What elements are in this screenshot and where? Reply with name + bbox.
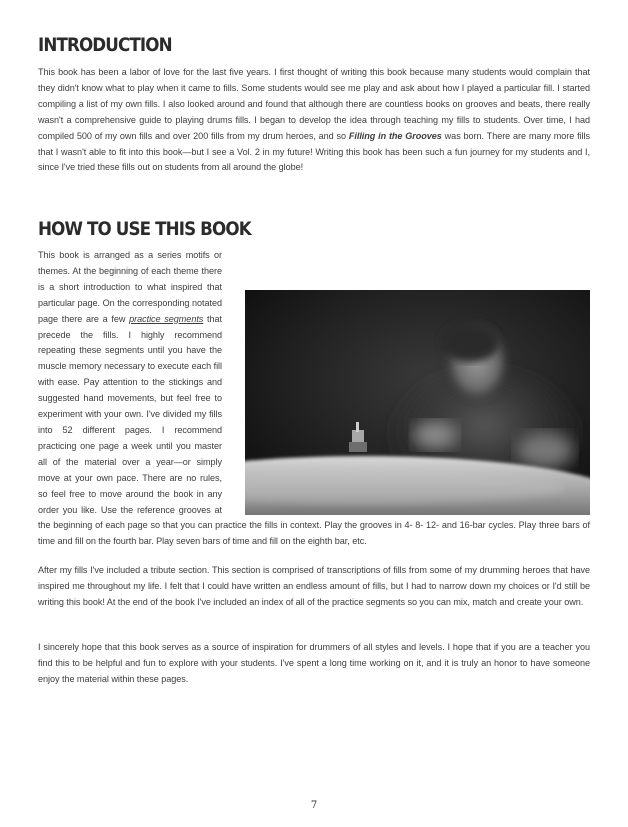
page-number: 7 bbox=[310, 800, 318, 811]
practice-segments-term: practice segments bbox=[129, 313, 204, 324]
introduction-heading: INTRODUCTION bbox=[38, 34, 172, 56]
closing-paragraph: I sincerely hope that this book serves as a source of inspiration for drummers of all styles and levels. I hope that if you are a teacher you find this to be helpful and fun to explore with your students. I've spent a long time working on it, and it is truly an honor to have someone enjoy the material within these pages. bbox=[38, 642, 590, 684]
drummer-photo-image bbox=[245, 290, 590, 515]
book-title: Filling in the Grooves bbox=[348, 130, 442, 141]
drummer-photo bbox=[245, 290, 590, 515]
introduction-text-part-1: This book has been a labor of love for the last five years. I first thought of writing this book because many students would complain that they didn't know what to play when it came to fills. Some students would see me play and ask about how I played a particular fill. I started compiling a list of my own fills. I also looked around and found that although there are countless books on grooves and beats, there really wasn't a comprehensive guide to playing drums fills. I began to develop the idea through teaching my fills to students. Over time, I had compiled 500 of my own fills and over 200 fills from my drum heroes, and so bbox=[38, 67, 590, 141]
tribute-paragraph: After my fills I've included a tribute section. This section is comprised of transcriptions of fills from some of my drumming heroes that have inspired me throughout my life. I felt that I could have written an endless amount of fills, but I had to narrow down my choices or I'd still be writing this book! At the end of the book I've included an index of all of the practice segments so you can mix, match and create your own. bbox=[38, 565, 590, 607]
how-to-use-heading: HOW TO USE THIS BOOK bbox=[38, 218, 251, 240]
how-to-use-text-part-2: that precede the fills. I highly recommend repeating these segments until you have the muscle memory necessary to execute each fill with ease. Pay attention to the stickings and suggested hand movements, but feel free to experiment with your own. I've divided my fills into 52 different pages. I recommend practicing one page a week until you master all of the material over a year—or simply move at your own pace. There are no rules, so feel free to move around the book in any order you like. Use the reference grooves at the beginning of each page so that you can practice the fills in context. Play the grooves in 4- 8- 12- and 16-bar cycles. Play three bars of time and fill on the fourth bar. Play seven bars of time and fill on the eighth bar, etc. bbox=[38, 313, 590, 547]
introduction-paragraph bbox=[38, 65, 590, 176]
how-to-use-text-part-1: This book is arranged as a series motifs or themes. At the beginning of each theme there is a short introduction to what inspired that particular page. On the corresponding notated page there are a few bbox=[38, 250, 222, 324]
introduction-text-part-2: was born. There are many more fills that I wasn't able to fit into this book—but I see a Vol. 2 in my future! Writing this book has been such a fun journey for my students and I, since I've tried these fills out on students from all around the globe! bbox=[38, 130, 590, 173]
